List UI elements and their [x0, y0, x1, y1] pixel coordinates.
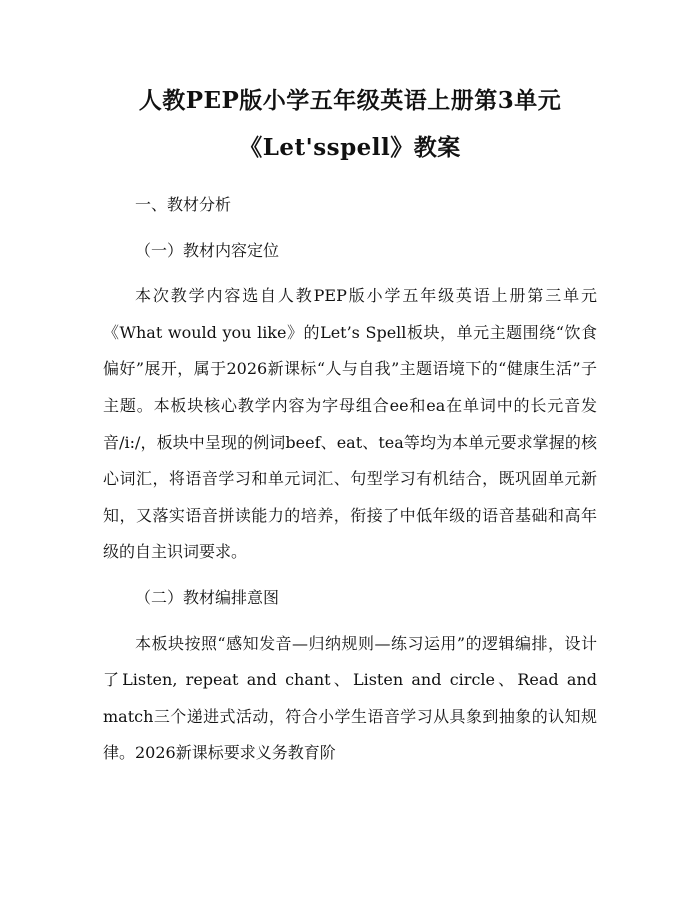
section-heading-textbook-analysis: 一、教材分析: [135, 195, 232, 214]
document-title-line-2: 《Let'sspell》教案: [239, 134, 461, 161]
spacer: [103, 571, 597, 580]
spacer: [103, 617, 597, 626]
subsection-heading-content-positioning: （一）教材内容定位: [135, 240, 280, 260]
document-body: [103, 187, 597, 772]
spacer: [103, 269, 597, 278]
document-title-line-1: 人教PEP版小学五年级英语上册第3单元: [138, 87, 562, 114]
spacer: [103, 224, 597, 233]
paragraph-content-positioning: 本次教学内容选自人教PEP版小学五年级英语上册第三单元《What would you like》的Let’s Spell板块，单元主题围绕“饮食偏好”展开，属于2026新课标“人与自我”主题语境下的“健康生活”子主题。本板块核心教学内容为字母组合ee和ea在单词中的长元音发音/i:/，板块中呈现的例词beef、eat、tea等均为本单元要求掌握的核心词汇，将语音学习和单元词汇、句型学习有机结合，既巩固单元新知，又落实语音拼读能力的培养，衔接了中低年级的语音基础和高年级的自主识词要求。: [103, 286, 597, 562]
paragraph-arrangement-intent: 本板块按照“感知发音—归纳规则—练习运用”的逻辑编排，设计了Listen, repeat and chant、Listen and circle、Read and match三个递进式活动，符合小学生语音学习从具象到抽象的认知规律。2026新课标要求义务教育阶: [103, 633, 597, 763]
subsection-heading-arrangement-intent: （二）教材编排意图: [135, 587, 280, 607]
